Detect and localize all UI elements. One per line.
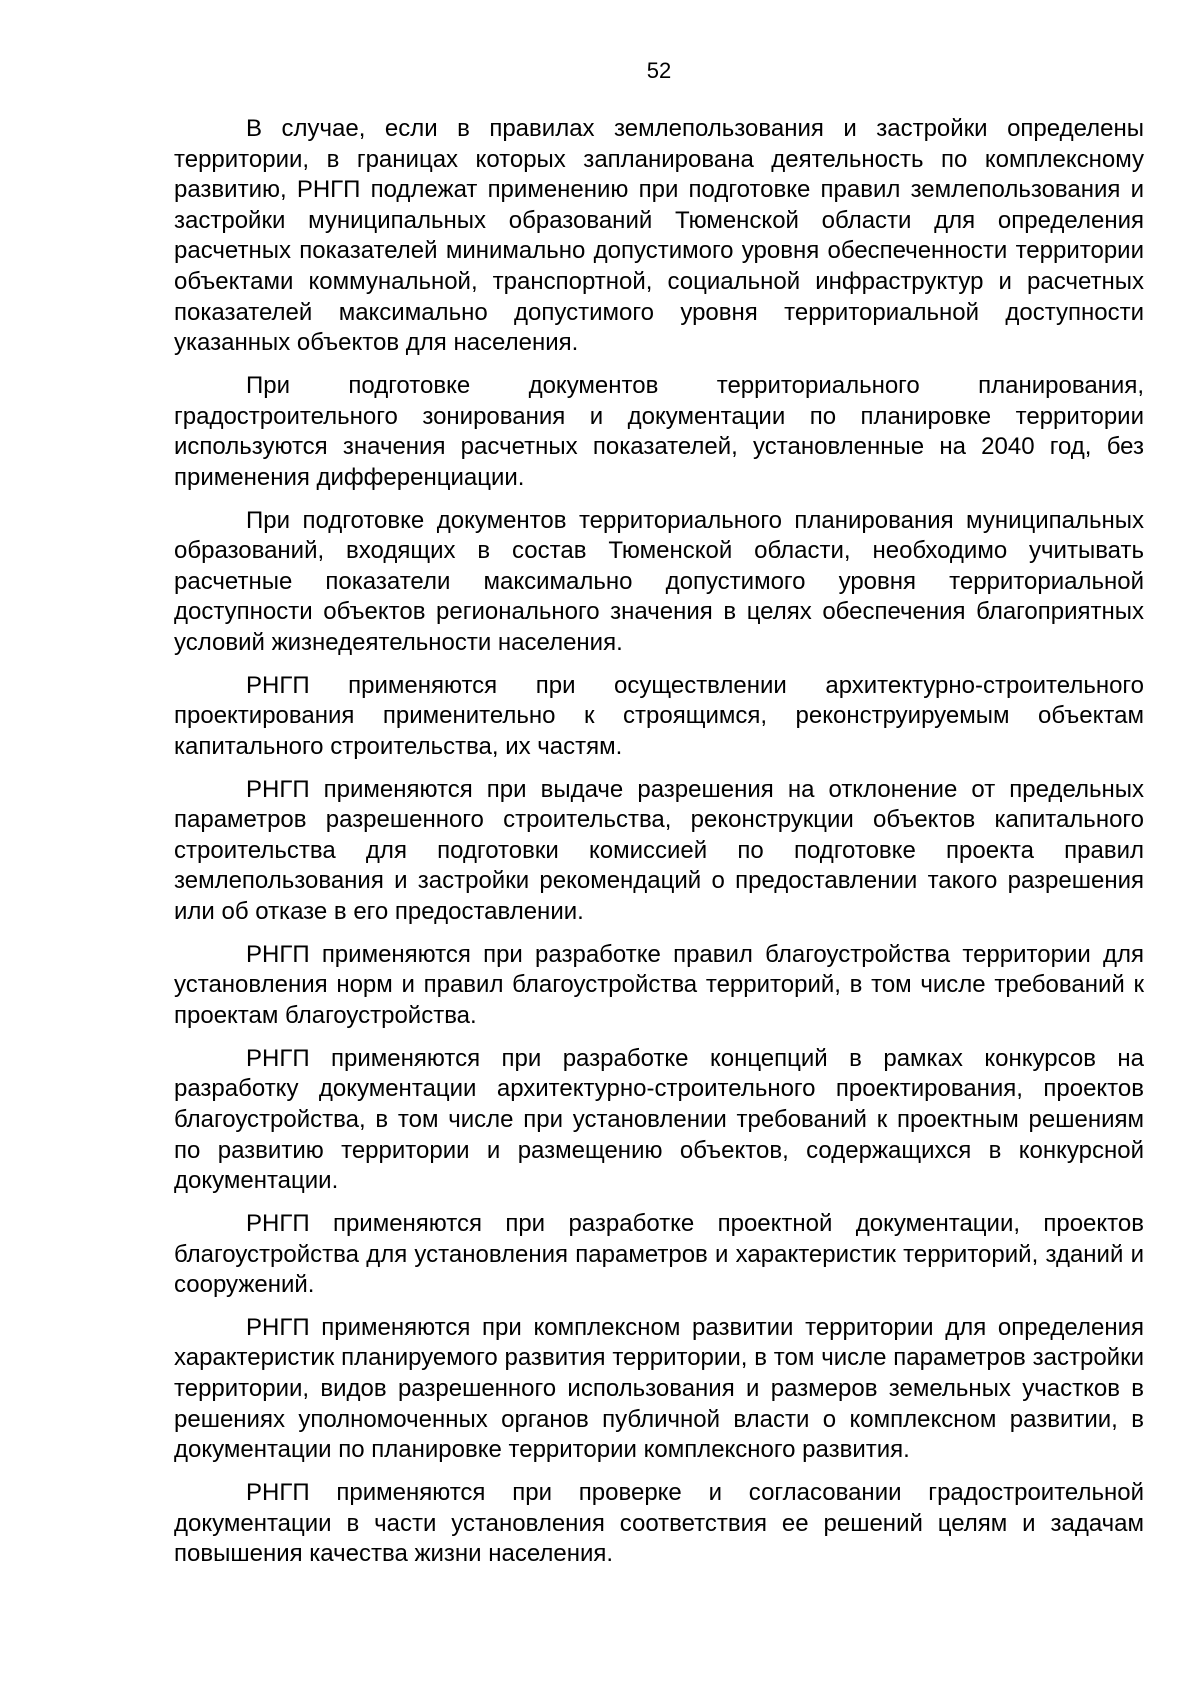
paragraph: При подготовке документов территориального планирования муниципальных образований, входящих в состав Тюменской области, необходимо учитывать расчетные показатели максимально допустимого уровня территориальной доступности объектов регионального значения в целях обеспечения благоприятных условий жизнедеятельности населения. [174,506,1144,656]
paragraph: РНГП применяются при разработке проектной документации, проектов благоустройства для установления параметров и характеристик территорий, зданий и сооружений. [174,1209,1144,1299]
page-number: 52 [646,58,672,83]
paragraph: РНГП применяются при разработке концепций в рамках конкурсов на разработку документации архитектурно-строительного проектирования, проектов благоустройства, в том числе при установлении требований к проектным решениям по развитию территории и размещению объектов, содержащихся в конкурсной документации. [174,1044,1144,1195]
paragraph: РНГП применяются при проверке и согласовании градостроительной документации в части установления соответствия ее решений целям и задачам повышения качества жизни населения. [174,1479,1144,1568]
paragraph: РНГП применяются при осуществлении архитектурно-строительного проектирования применительно к строящимся, реконструируемым объектам капитального строительства, их частям. [174,671,1144,760]
paragraph: РНГП применяются при комплексном развитии территории для определения характеристик планируемого развития территории, в том числе параметров застройки территории, видов разрешенного использования и размеров земельных участков в решениях уполномоченных органов публичной власти о комплексном развитии, в документации по планировке территории комплексного развития. [174,1313,1144,1464]
paragraph: В случае, если в правилах землепользования и застройки определены территории, в границах которых запланирована деятельность по комплексному развитию, РНГП подлежат применению при подготовке правил землепользования и застройки муниципальных образований Тюменской области для определения расчетных показателей минимально допустимого уровня обеспеченности территории объектами коммунальной, транспортной, социальной инфраструктур и расчетных показателей максимально допустимого уровня территориальной доступности указанных объектов для населения. [174,115,1144,357]
paragraph: РНГП применяются при выдаче разрешения на отклонение от предельных параметров разрешенного строительства, реконструкции объектов капитального строительства для подготовки комиссией по подготовке проекта правил землепользования и застройки рекомендаций о предоставлении такого разрешения или об отказе в его предоставлении. [174,775,1144,925]
paragraph: РНГП применяются при разработке правил благоустройства территории для установления норм и правил благоустройства территорий, в том числе требований к проектам благоустройства. [174,940,1144,1029]
paragraph: При подготовке документов территориального планирования, градостроительного зонирования и документации по планировке территории используются значения расчетных показателей, установленные на 2040 год, без применения дифференциации. [174,371,1144,491]
document-body [174,114,1144,1582]
